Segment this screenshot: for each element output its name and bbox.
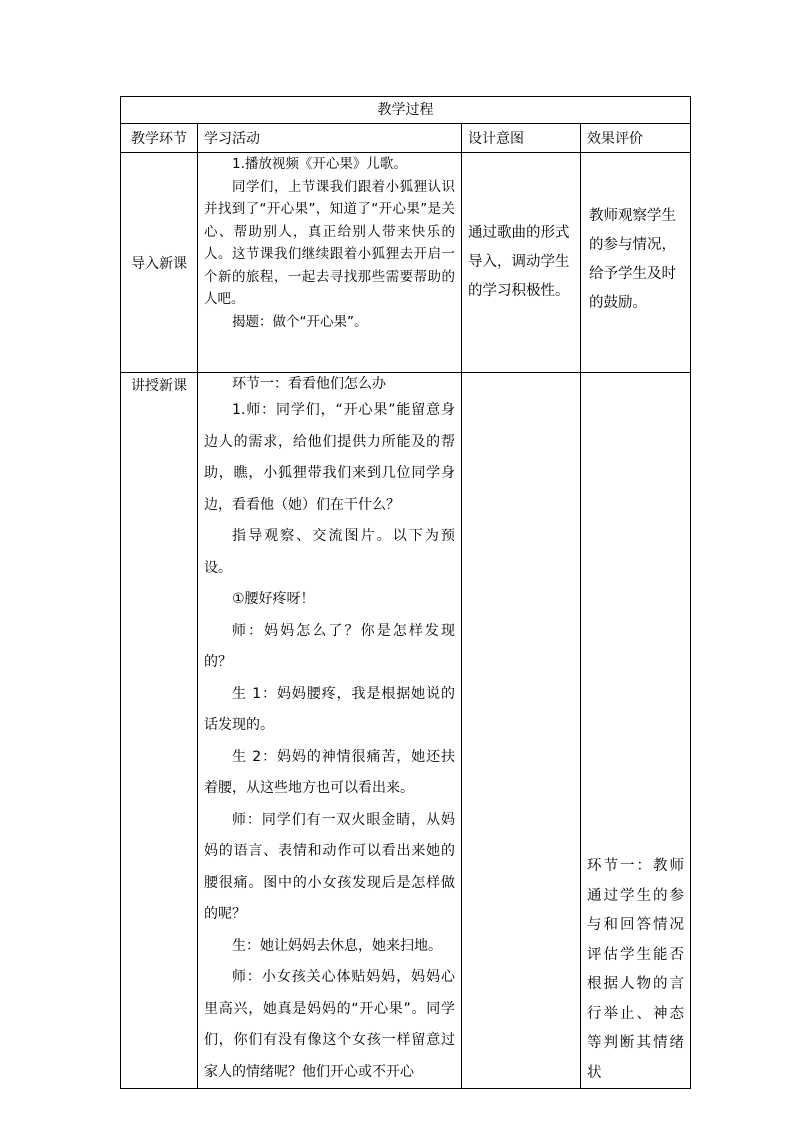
- activity-paragraph: 环节一：看看他们怎么办: [232, 376, 386, 392]
- header-row: [121, 124, 691, 153]
- header-stage: 教学环节: [121, 124, 198, 153]
- activity-paragraph: 揭题：做个“开心果”。: [232, 313, 368, 330]
- activity-paragraph: 指导观察、交流图片。以下为预设。: [204, 528, 455, 576]
- header-intent: 设计意图: [462, 124, 581, 153]
- table-row: [121, 373, 691, 1089]
- activity-paragraph: 同学们，上节课我们跟着小狐狸认识并找到了“开心果”，知道了“开心果”是关心、帮助别人，真正给别人带来快乐的人。这节课我们继续跟着小狐狸去开启一个新的旅程，一起去寻找那些需要帮助的人吧。: [204, 178, 455, 307]
- activity-paragraph: 1.师：同学们，“开心果”能留意身边人的需求，给他们提供力所能及的帮助，瞧，小狐狸带我们来到几位同学身边，看看他（她）们在干什么？: [204, 402, 455, 513]
- activity-cell: [198, 373, 462, 1089]
- activity-cell: [198, 153, 462, 373]
- table-title-row: [121, 97, 691, 124]
- evaluation-cell: 教师观察学生的参与情况，给予学生及时的鼓励。: [581, 153, 691, 373]
- activity-paragraph: 师：妈妈怎么了？你是怎样发现的？: [204, 622, 455, 670]
- header-evaluation: 效果评价: [581, 124, 691, 153]
- stage-cell: 讲授新课: [121, 373, 198, 1089]
- stage-cell: 导入新课: [121, 153, 198, 373]
- activity-paragraph: 生：她让妈妈去休息，她来扫地。: [232, 937, 442, 954]
- activity-paragraph: ①腰好疼呀！: [232, 591, 315, 607]
- activity-paragraph: 师：同学们有一双火眼金睛，从妈妈的语言、表情和动作可以看出来她的腰很痛。图中的小女孩发现后是怎样做的呢？: [204, 811, 455, 922]
- header-activity: 学习活动: [198, 124, 462, 153]
- activity-paragraph: 生 1：妈妈腰疼，我是根据她说的话发现的。: [204, 685, 455, 733]
- intent-cell: [462, 373, 581, 1089]
- activity-paragraph: 生 2：妈妈的神情很痛苦，她还扶着腰，从这些地方也可以看出来。: [204, 748, 455, 796]
- table-row: [121, 153, 691, 373]
- activity-paragraph: 1.播放视频《开心果》儿歌。: [232, 156, 407, 172]
- intent-cell: 通过歌曲的形式导入，调动学生的学习积极性。: [462, 153, 581, 373]
- teaching-process-table: [120, 96, 691, 1089]
- activity-paragraph: 师：小女孩关心体贴妈妈，妈妈心里高兴，她真是妈妈的“开心果”。同学们，你们有没有像这个女孩一样留意过家人的情绪呢？他们开心或不开心: [204, 969, 455, 1080]
- table-title: 教学过程: [121, 97, 691, 124]
- evaluation-cell: 环节一：教师通过学生的参与和回答情况评估学生能否根据人物的言行举止、神态等判断其情绪状: [581, 373, 691, 1089]
